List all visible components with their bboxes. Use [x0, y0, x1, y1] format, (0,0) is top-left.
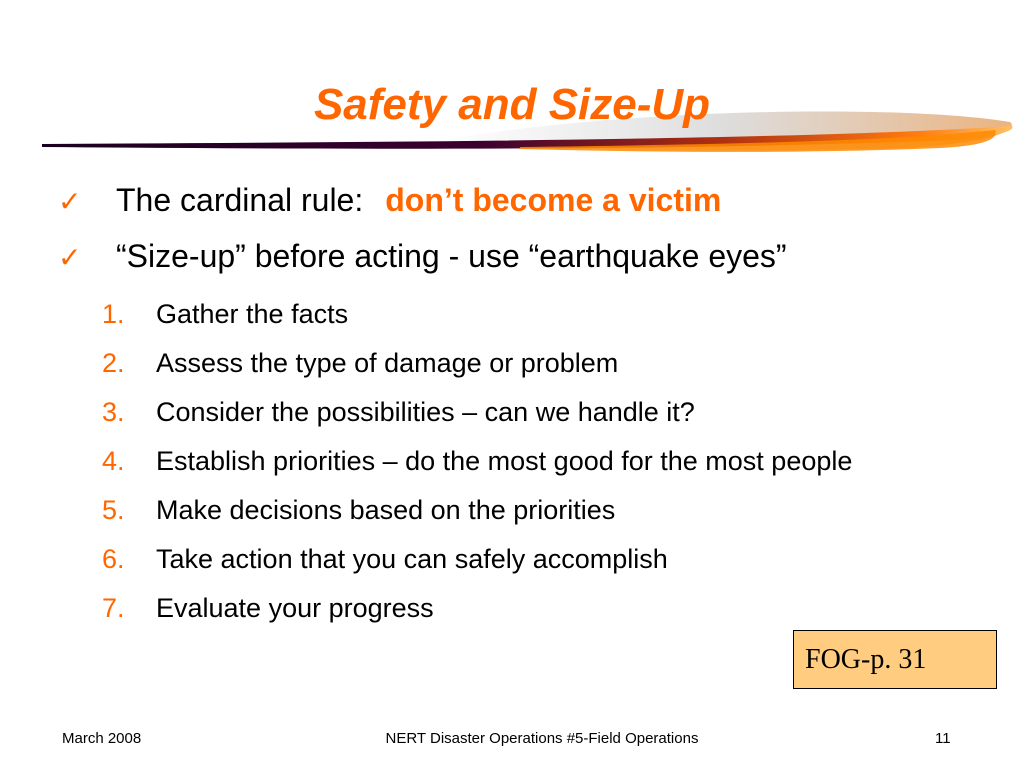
- list-item: [102, 588, 942, 628]
- size-up-steps-list: [102, 294, 942, 637]
- bullet-size-up: [58, 238, 787, 275]
- step-text: Take action that you can safely accomplish: [156, 544, 668, 574]
- footer-title: NERT Disaster Operations #5-Field Operations: [385, 730, 699, 747]
- step-number: 6.: [102, 544, 125, 574]
- page-number: 11: [935, 730, 951, 747]
- checkmark-icon: ✓: [58, 186, 82, 217]
- step-text: Consider the possibilities – can we handle it?: [156, 397, 695, 427]
- step-number: 5.: [102, 495, 125, 525]
- step-text: Assess the type of damage or problem: [156, 348, 619, 378]
- step-text: Evaluate your progress: [156, 593, 434, 623]
- slide-title: Safety and Size-Up: [313, 80, 711, 129]
- reference-box: FOG-p. 31: [793, 630, 997, 689]
- bullet-emphasis: don’t become a victim: [385, 182, 722, 218]
- list-item: [102, 539, 942, 579]
- bullet-text: “Size-up” before acting - use “earthquake eyes”: [116, 238, 787, 274]
- step-text: Gather the facts: [156, 299, 349, 329]
- checkmark-icon: ✓: [58, 242, 82, 273]
- step-number: 2.: [102, 348, 125, 378]
- step-number: 1.: [102, 299, 125, 329]
- list-item: [102, 490, 942, 530]
- bullet-cardinal-rule: [58, 182, 721, 219]
- step-number: 3.: [102, 397, 125, 427]
- list-item: [102, 343, 942, 383]
- step-text: Establish priorities – do the most good for the most people: [156, 446, 853, 476]
- bullet-text: The cardinal rule:: [116, 182, 364, 218]
- list-item: [102, 294, 942, 334]
- list-item: [102, 392, 942, 432]
- step-number: 4.: [102, 446, 125, 476]
- footer-date: March 2008: [62, 730, 142, 747]
- step-text: Make decisions based on the priorities: [156, 495, 616, 525]
- step-number: 7.: [102, 593, 125, 623]
- list-item: [102, 441, 942, 481]
